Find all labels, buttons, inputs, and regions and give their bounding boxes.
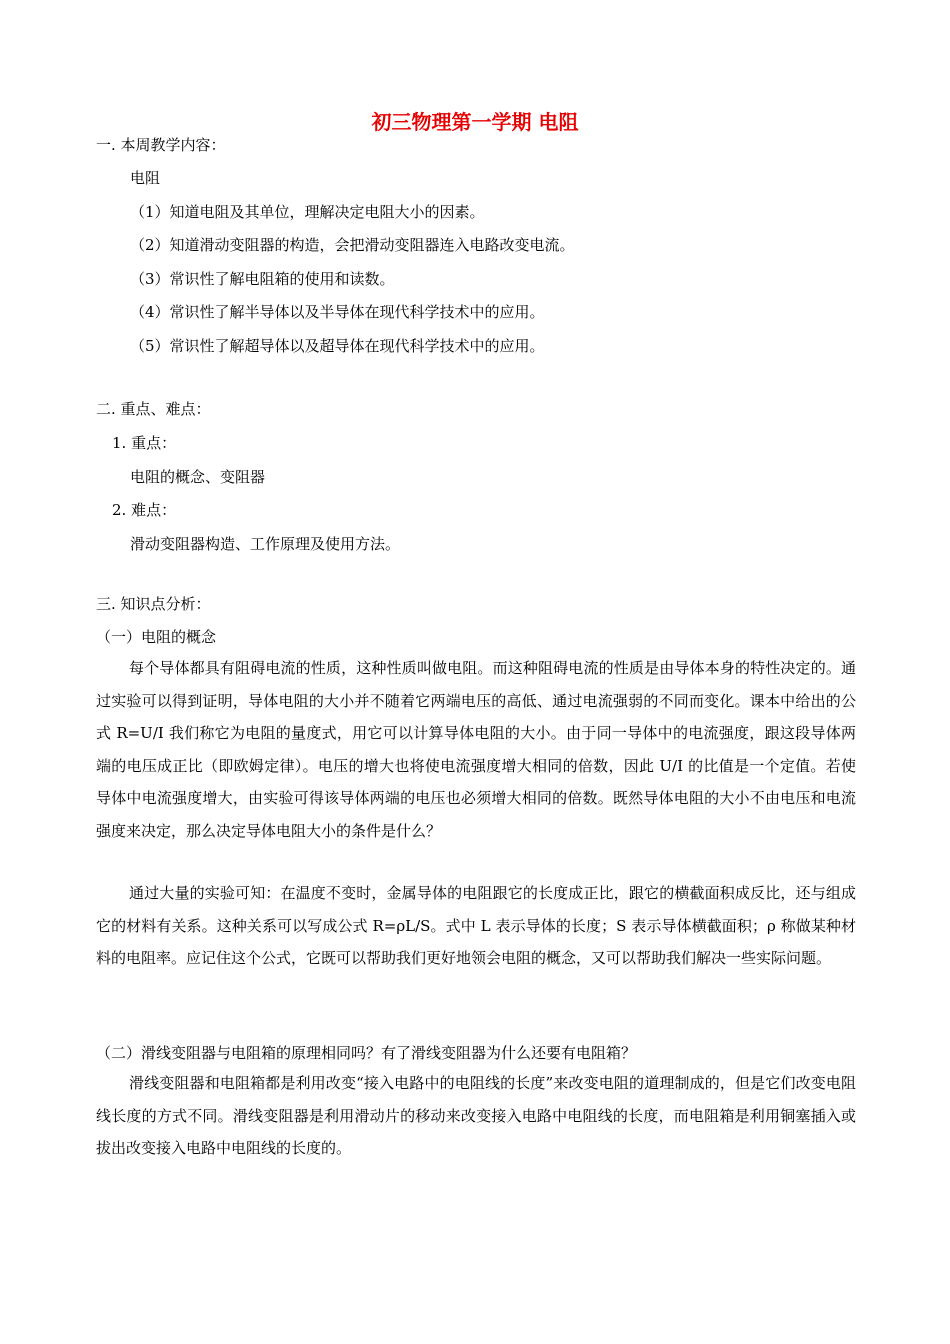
document-title: 初三物理第一学期 电阻 [371,110,579,134]
objective-item: （2）知道滑动变阻器的构造，会把滑动变阻器连入电路改变电流。 [130,236,575,254]
key-point-label: 1. 重点： [112,434,177,452]
section3-heading: 三. 知识点分析： [96,595,211,613]
objective-item: （5）常识性了解超导体以及超导体在现代科学技术中的应用。 [130,337,545,355]
subsection1-paragraph2: 通过大量的实验可知：在温度不变时，金属导体的电阻跟它的长度成正比，跟它的横截面积成反比，还与组成它的材料有关系。这种关系可以写成公式 R=ρL/S。式中 L 表示导体的长度；S 表示导体横截面积；ρ 称做某种材料的电阻率。应记住这个公式，它既可以帮助我们更好地领会电阻的概念，又可以帮助我们解决一些实际问题。 [96,884,856,967]
subsection2-paragraph1: 滑线变阻器和电阻箱都是利用改变“接入电路中的电阻线的长度”来改变电阻的道理制成的，但是它们改变电阻线长度的方式不同。滑线变阻器是利用滑动片的移动来改变接入电路中电阻线的长度，而电阻箱是利用铜塞插入或拔出改变接入电路中电阻线的长度的。 [96,1074,856,1157]
key-point-text: 电阻的概念、变阻器 [130,468,266,486]
section2-heading: 二. 重点、难点： [96,400,211,418]
subsection2-heading: （二）滑线变阻器与电阻箱的原理相同吗？有了滑线变阻器为什么还要有电阻箱？ [96,1044,637,1062]
difficulty-label: 2. 难点： [112,501,177,519]
objective-item: （3）常识性了解电阻箱的使用和读数。 [130,270,395,288]
subsection1-heading: （一）电阻的概念 [96,628,217,646]
section1-topic: 电阻 [130,169,161,187]
objective-item: （4）常识性了解半导体以及半导体在现代科学技术中的应用。 [130,303,545,321]
objective-item: （1）知道电阻及其单位，理解决定电阻大小的因素。 [130,203,485,221]
section1-heading: 一. 本周教学内容： [96,136,226,154]
difficulty-text: 滑动变阻器构造、工作原理及使用方法。 [130,535,401,553]
subsection1-paragraph1: 每个导体都具有阻碍电流的性质，这种性质叫做电阻。而这种阻碍电流的性质是由导体本身的特性决定的。通过实验可以得到证明，导体电阻的大小并不随着它两端电压的高低、通过电流强弱的不同而变化。课本中给出的公式 R=U/I 我们称它为电阻的量度式，用它可以计算导体电阻的大小。由于同一导体中的电流强度，跟这段导体两端的电压成正比（即欧姆定律）。电压的增大也将使电流强度增大相同的倍数，因此 U/I 的比值是一个定值。若使导体中电流强度增大，由实验可得该导体两端的电压也必须增大相同的倍数。既然导体电阻的大小不由电压和电流强度来决定，那么决定导体电阻大小的条件是什么？ [96,659,856,840]
